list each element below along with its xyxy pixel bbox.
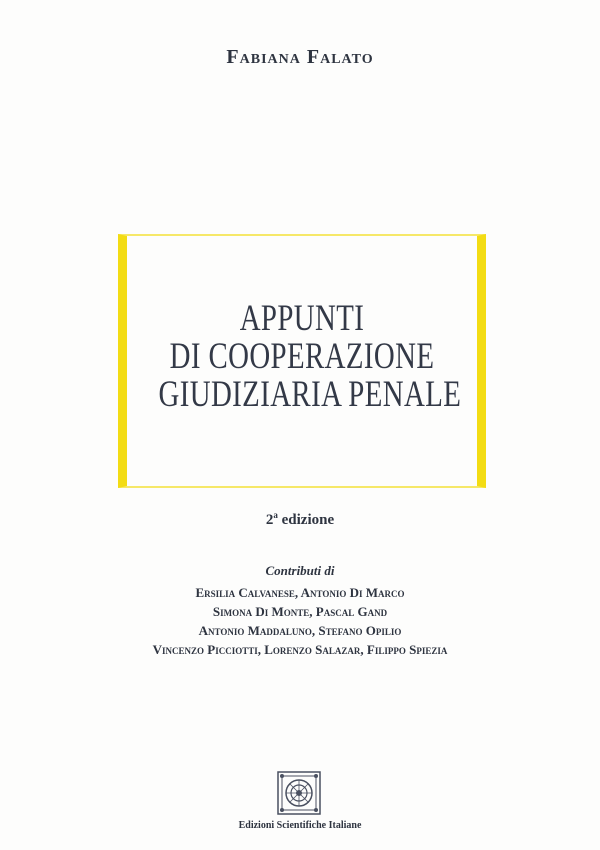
contributors-line-4: Vincenzo Picciotti, Lorenzo Salazar, Filippo Spiezia [152,642,448,657]
title-line-3: GIUDIZIARIA PENALE [158,374,462,415]
contributors-heading: Contributi di [265,563,335,578]
ornamental-seal-icon [276,770,322,816]
contributors-line-2: Simona Di Monte, Pascal Gand [212,604,388,619]
edition-superscript: a [273,510,278,520]
contributors-line-3: Antonio Maddaluno, Stefano Opilio [198,623,402,638]
contributors-line-1: Ersilia Calvanese, Antonio Di Marco [195,585,405,600]
title-line-2: DI COOPERAZIONE [169,336,435,377]
edition-label [0,510,600,529]
contributors-list [0,583,600,659]
edition-word: edizione [281,512,335,528]
publisher-name: Edizioni Scientifiche Italiane [238,820,362,831]
author-name: Fabiana Falato [226,46,374,68]
title-line-1: APPUNTI [239,298,365,339]
edition-number: 2 [265,512,274,528]
book-title [158,298,462,415]
